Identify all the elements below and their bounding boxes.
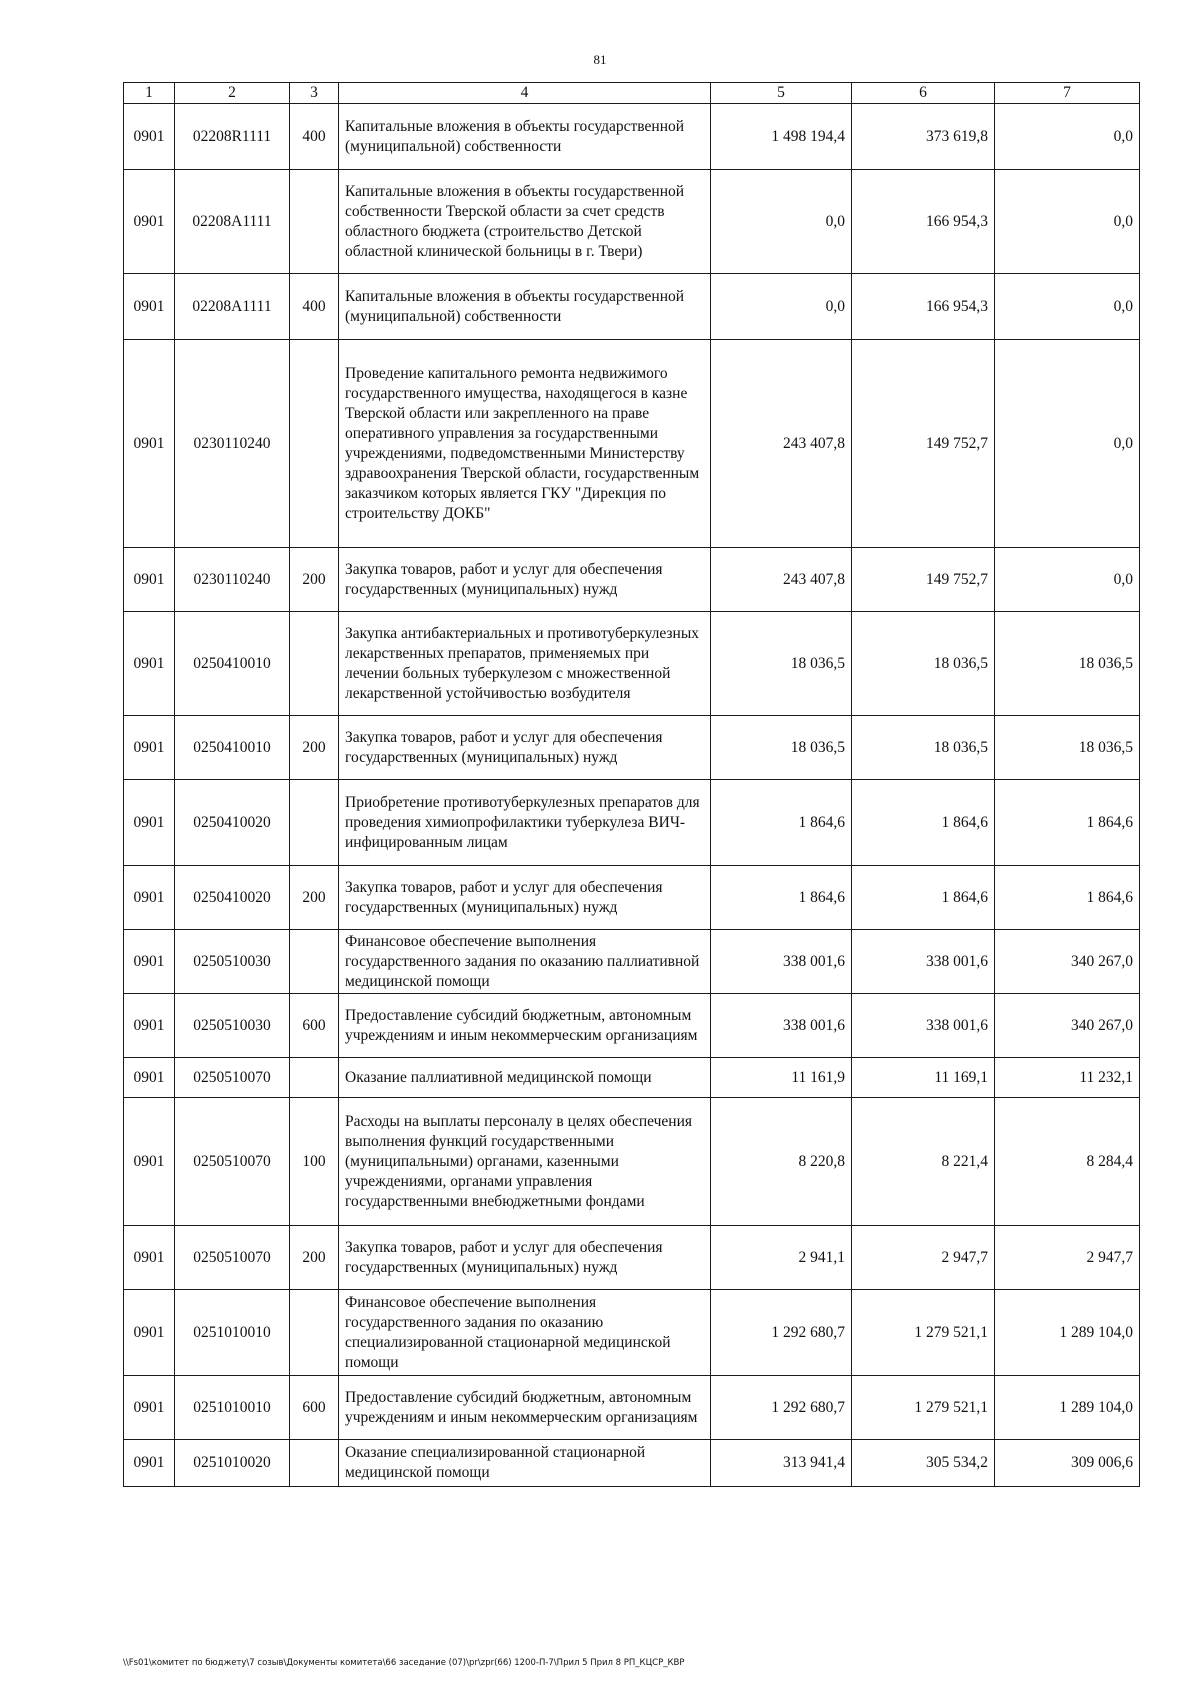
target-article-cell: 0251010010 <box>175 1376 290 1440</box>
col-header-7: 7 <box>995 83 1140 104</box>
col-header-6: 6 <box>852 83 995 104</box>
amount-col6-cell: 1 864,6 <box>852 780 995 866</box>
amount-col5-cell: 243 407,8 <box>711 340 852 548</box>
expense-type-cell <box>290 1058 339 1098</box>
budget-table <box>123 82 1140 1487</box>
description-cell: Закупка товаров, работ и услуг для обеспечения государственных (муниципальных) нужд <box>339 866 711 930</box>
target-article-cell: 0251010020 <box>175 1440 290 1487</box>
amount-col5-cell: 0,0 <box>711 274 852 340</box>
table-row <box>124 866 1140 930</box>
amount-col7-cell: 11 232,1 <box>995 1058 1140 1098</box>
amount-col7-cell: 2 947,7 <box>995 1226 1140 1290</box>
target-article-cell: 02208A1111 <box>175 170 290 274</box>
amount-col6-cell: 8 221,4 <box>852 1098 995 1226</box>
section-cell: 0901 <box>124 170 175 274</box>
col-header-4: 4 <box>339 83 711 104</box>
amount-col6-cell: 166 954,3 <box>852 274 995 340</box>
amount-col5-cell: 243 407,8 <box>711 548 852 612</box>
target-article-cell: 0251010010 <box>175 1290 290 1376</box>
col-header-1: 1 <box>124 83 175 104</box>
amount-col6-cell: 18 036,5 <box>852 612 995 716</box>
amount-col7-cell: 0,0 <box>995 170 1140 274</box>
amount-col6-cell: 11 169,1 <box>852 1058 995 1098</box>
col-header-5: 5 <box>711 83 852 104</box>
section-cell: 0901 <box>124 104 175 170</box>
amount-col6-cell: 149 752,7 <box>852 340 995 548</box>
section-cell: 0901 <box>124 716 175 780</box>
expense-type-cell <box>290 1290 339 1376</box>
description-cell: Закупка товаров, работ и услуг для обеспечения государственных (муниципальных) нужд <box>339 548 711 612</box>
description-cell: Расходы на выплаты персоналу в целях обеспечения выполнения функций государственными (муниципальными) органами, казенными учреждениями, органами управления государственными внебюджетными фондами <box>339 1098 711 1226</box>
expense-type-cell: 100 <box>290 1098 339 1226</box>
target-article-cell: 0230110240 <box>175 548 290 612</box>
description-cell: Закупка товаров, работ и услуг для обеспечения государственных (муниципальных) нужд <box>339 716 711 780</box>
table-row <box>124 274 1140 340</box>
description-cell: Предоставление субсидий бюджетным, автономным учреждениям и иным некоммерческим организациям <box>339 994 711 1058</box>
table-row <box>124 716 1140 780</box>
target-article-cell: 0250410020 <box>175 780 290 866</box>
table-row <box>124 780 1140 866</box>
expense-type-cell <box>290 780 339 866</box>
section-cell: 0901 <box>124 1098 175 1226</box>
section-cell: 0901 <box>124 994 175 1058</box>
target-article-cell: 02208A1111 <box>175 274 290 340</box>
amount-col6-cell: 149 752,7 <box>852 548 995 612</box>
target-article-cell: 0250510030 <box>175 930 290 994</box>
amount-col5-cell: 1 498 194,4 <box>711 104 852 170</box>
table-row <box>124 340 1140 548</box>
description-cell: Оказание паллиативной медицинской помощи <box>339 1058 711 1098</box>
section-cell: 0901 <box>124 548 175 612</box>
expense-type-cell: 400 <box>290 274 339 340</box>
header-row <box>124 83 1140 104</box>
amount-col7-cell: 309 006,6 <box>995 1440 1140 1487</box>
expense-type-cell: 600 <box>290 1376 339 1440</box>
amount-col7-cell: 18 036,5 <box>995 612 1140 716</box>
amount-col5-cell: 18 036,5 <box>711 716 852 780</box>
amount-col7-cell: 0,0 <box>995 548 1140 612</box>
expense-type-cell: 200 <box>290 866 339 930</box>
amount-col7-cell: 0,0 <box>995 340 1140 548</box>
table-row <box>124 548 1140 612</box>
target-article-cell: 0250410010 <box>175 612 290 716</box>
target-article-cell: 0250410020 <box>175 866 290 930</box>
description-cell: Капитальные вложения в объекты государственной (муниципальной) собственности <box>339 274 711 340</box>
col-header-3: 3 <box>290 83 339 104</box>
table-row <box>124 930 1140 994</box>
table-row <box>124 104 1140 170</box>
description-cell: Проведение капитального ремонта недвижимого государственного имущества, находящегося в казне Тверской области или закрепленного на праве оперативного управления за государственными учреждениями, подведомственными Министерству здравоохранения Тверской области, государственным заказчиком которых является ГКУ "Дирекция по строительству ДОКБ" <box>339 340 711 548</box>
expense-type-cell <box>290 1440 339 1487</box>
table-row <box>124 994 1140 1058</box>
description-cell: Закупка товаров, работ и услуг для обеспечения государственных (муниципальных) нужд <box>339 1226 711 1290</box>
section-cell: 0901 <box>124 274 175 340</box>
amount-col7-cell: 340 267,0 <box>995 994 1140 1058</box>
description-cell: Капитальные вложения в объекты государственной собственности Тверской области за счет средств областного бюджета (строительство Детской областной клинической больницы в г. Твери) <box>339 170 711 274</box>
target-article-cell: 0250510070 <box>175 1098 290 1226</box>
target-article-cell: 02208R1111 <box>175 104 290 170</box>
amount-col7-cell: 8 284,4 <box>995 1098 1140 1226</box>
expense-type-cell: 200 <box>290 716 339 780</box>
expense-type-cell: 400 <box>290 104 339 170</box>
amount-col6-cell: 1 864,6 <box>852 866 995 930</box>
amount-col7-cell: 1 289 104,0 <box>995 1290 1140 1376</box>
target-article-cell: 0250510030 <box>175 994 290 1058</box>
col-header-2: 2 <box>175 83 290 104</box>
table-row <box>124 1440 1140 1487</box>
amount-col5-cell: 2 941,1 <box>711 1226 852 1290</box>
amount-col6-cell: 373 619,8 <box>852 104 995 170</box>
amount-col7-cell: 1 864,6 <box>995 780 1140 866</box>
table-row <box>124 1290 1140 1376</box>
description-cell: Закупка антибактериальных и противотуберкулезных лекарственных препаратов, применяемых при лечении больных туберкулезом с множественной лекарственной устойчивостью возбудителя <box>339 612 711 716</box>
amount-col5-cell: 1 292 680,7 <box>711 1376 852 1440</box>
amount-col5-cell: 338 001,6 <box>711 994 852 1058</box>
section-cell: 0901 <box>124 1290 175 1376</box>
table-row <box>124 1058 1140 1098</box>
amount-col7-cell: 340 267,0 <box>995 930 1140 994</box>
description-cell: Предоставление субсидий бюджетным, автономным учреждениям и иным некоммерческим организациям <box>339 1376 711 1440</box>
description-cell: Финансовое обеспечение выполнения государственного задания по оказанию специализированной стационарной медицинской помощи <box>339 1290 711 1376</box>
section-cell: 0901 <box>124 340 175 548</box>
amount-col5-cell: 8 220,8 <box>711 1098 852 1226</box>
amount-col6-cell: 338 001,6 <box>852 930 995 994</box>
amount-col5-cell: 1 864,6 <box>711 780 852 866</box>
section-cell: 0901 <box>124 1440 175 1487</box>
section-cell: 0901 <box>124 780 175 866</box>
section-cell: 0901 <box>124 1058 175 1098</box>
description-cell: Приобретение противотуберкулезных препаратов для проведения химиопрофилактики туберкулеза ВИЧ-инфицированным лицам <box>339 780 711 866</box>
description-cell: Оказание специализированной стационарной медицинской помощи <box>339 1440 711 1487</box>
amount-col7-cell: 1 289 104,0 <box>995 1376 1140 1440</box>
amount-col6-cell: 1 279 521,1 <box>852 1376 995 1440</box>
description-cell: Финансовое обеспечение выполнения государственного задания по оказанию паллиативной медицинской помощи <box>339 930 711 994</box>
section-cell: 0901 <box>124 1226 175 1290</box>
table-row <box>124 1226 1140 1290</box>
expense-type-cell: 600 <box>290 994 339 1058</box>
amount-col5-cell: 11 161,9 <box>711 1058 852 1098</box>
amount-col7-cell: 1 864,6 <box>995 866 1140 930</box>
amount-col5-cell: 338 001,6 <box>711 930 852 994</box>
amount-col6-cell: 18 036,5 <box>852 716 995 780</box>
expense-type-cell <box>290 612 339 716</box>
amount-col7-cell: 0,0 <box>995 274 1140 340</box>
section-cell: 0901 <box>124 930 175 994</box>
amount-col7-cell: 0,0 <box>995 104 1140 170</box>
target-article-cell: 0230110240 <box>175 340 290 548</box>
amount-col5-cell: 1 864,6 <box>711 866 852 930</box>
table-row <box>124 1376 1140 1440</box>
expense-type-cell: 200 <box>290 548 339 612</box>
amount-col5-cell: 313 941,4 <box>711 1440 852 1487</box>
table-row <box>124 170 1140 274</box>
amount-col5-cell: 18 036,5 <box>711 612 852 716</box>
section-cell: 0901 <box>124 612 175 716</box>
amount-col6-cell: 305 534,2 <box>852 1440 995 1487</box>
section-cell: 0901 <box>124 1376 175 1440</box>
footer-file-path: \\Fs01\комитет по бюджету\7 созыв\Документы комитета\66 заседание (07)\pr\zpr(66) 1200-П-7\Прил 5 Прил 8 РП_КЦСР_КВР <box>123 1658 685 1668</box>
target-article-cell: 0250410010 <box>175 716 290 780</box>
page-number: 81 <box>593 52 607 67</box>
expense-type-cell <box>290 930 339 994</box>
expense-type-cell: 200 <box>290 1226 339 1290</box>
expense-type-cell <box>290 340 339 548</box>
table-row <box>124 1098 1140 1226</box>
amount-col7-cell: 18 036,5 <box>995 716 1140 780</box>
amount-col5-cell: 0,0 <box>711 170 852 274</box>
target-article-cell: 0250510070 <box>175 1058 290 1098</box>
table-row <box>124 612 1140 716</box>
expense-type-cell <box>290 170 339 274</box>
target-article-cell: 0250510070 <box>175 1226 290 1290</box>
section-cell: 0901 <box>124 866 175 930</box>
amount-col6-cell: 166 954,3 <box>852 170 995 274</box>
amount-col6-cell: 338 001,6 <box>852 994 995 1058</box>
amount-col5-cell: 1 292 680,7 <box>711 1290 852 1376</box>
amount-col6-cell: 2 947,7 <box>852 1226 995 1290</box>
amount-col6-cell: 1 279 521,1 <box>852 1290 995 1376</box>
description-cell: Капитальные вложения в объекты государственной (муниципальной) собственности <box>339 104 711 170</box>
